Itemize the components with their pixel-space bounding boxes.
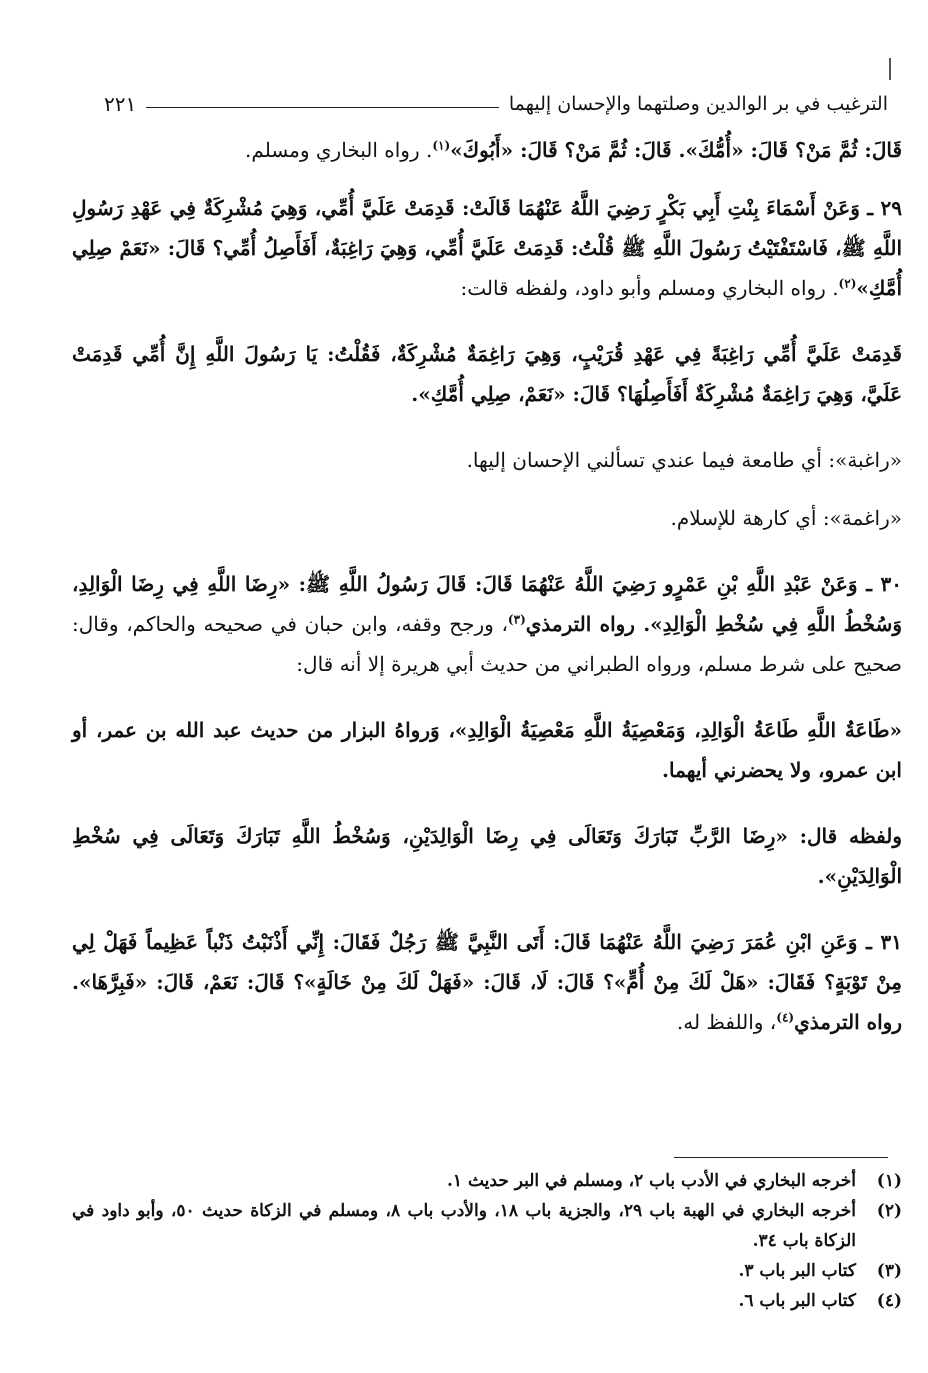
footnote-2 bbox=[72, 1196, 902, 1256]
hadith-30-variant bbox=[72, 710, 902, 790]
footnote-text: أخرجه البخاري في الهبة باب ٢٩، والجزية باب ١٨، والأدب باب ٨، ومسلم في الزكاة حديث ٥٠، وأبو داود في الزكاة باب ٣٤. bbox=[72, 1201, 856, 1251]
running-title: الترغيب في بر الوالدين وصلتهما والإحسان إليهما bbox=[508, 93, 888, 115]
footnote-ref: (٢) bbox=[838, 276, 857, 291]
paragraph-text: قَدِمَتْ عَلَيَّ أُمِّي رَاغِبَةً فِي عَهْدِ قُرَيْبٍ، وَهِيَ رَاغِمَةٌ مُشْرِكَةٌ، فَقُلْتُ: يَا رَسُولَ اللَّهِ إِنَّ أُمِّي قَدِمَتْ عَلَيَّ، وَهِيَ رَاغِمَةٌ مُشْرِكَةٌ أَفَأَصِلُهَا؟ قَالَ: «نَعَمْ، صِلِي أُمَّكِ». bbox=[72, 342, 902, 406]
hadith-29-variant bbox=[72, 334, 902, 414]
paragraph-text: وَعَنْ أَسْمَاءَ بِنْتِ أَبِي بَكْرٍ رَضِيَ اللَّهُ عَنْهُمَا قَالَتْ: قَدِمَتْ عَلَيَّ أُمِّي، وَهِيَ مُشْرِكَةٌ فِي عَهْدِ رَسُولِ اللَّهِ ﷺ، فَاسْتَفْتَيْتُ رَسُولَ اللَّهِ ﷺ قُلْتُ: قَدِمَتْ عَلَيَّ أُمِّي، وَهِيَ رَاغِبَةٌ، أَفَأَصِلُ أُمِّي؟ قَالَ: «نَعَمْ صِلِي أُمَّكِ» bbox=[72, 196, 902, 300]
hadith-30-wording bbox=[72, 816, 902, 896]
hadith-31 bbox=[72, 922, 902, 1042]
paragraph-source: ، واللفظ له. bbox=[676, 1010, 777, 1034]
footnote-number: (١) bbox=[876, 1171, 902, 1191]
footnote-number: (٤) bbox=[876, 1291, 902, 1311]
paragraph-continuation bbox=[72, 130, 902, 170]
hadith-30 bbox=[72, 564, 902, 684]
footnote-text: كتاب البر باب ٣. bbox=[738, 1261, 856, 1281]
paragraph-text: وَعَنِ ابْنِ عُمَرَ رَضِيَ اللَّهُ عَنْهُمَا قَالَ: أَتَى النَّبِيَّ ﷺ رَجُلٌ فَقَالَ: إِنِّي أَذْنَبْتُ ذَنْباً عَظِيماً فَهَلْ لِي مِنْ تَوْبَةٍ؟ فَقَالَ: «هَلْ لَكَ مِنْ أُمٍّ»؟ قَالَ: لَا، قَالَ: «فَهَلْ لَكَ مِنْ خَالَةٍ»؟ قَالَ: نَعَمْ، قَالَ: «فَبِرَّهَا». رواه الترمذي bbox=[72, 930, 902, 1034]
footnote-ref: (٣) bbox=[507, 612, 526, 627]
paragraph-text: وَعَنْ عَبْدِ اللَّهِ بْنِ عَمْرٍو رَضِيَ اللَّهُ عَنْهُمَا قَالَ: قَالَ رَسُولُ اللَّهِ ﷺ: «رِضَا اللَّهِ فِي رِضَا الْوَالِدِ، وَسُخْطُ اللَّهِ فِي سُخْطِ الْوَالِدِ». رواه الترمذي bbox=[72, 572, 903, 636]
hadith-number: ٢٩ ـ bbox=[867, 196, 902, 220]
gloss-raghima bbox=[72, 498, 902, 538]
footnote-1 bbox=[72, 1166, 902, 1196]
main-text bbox=[72, 130, 902, 1068]
footnote-number: (٣) bbox=[876, 1261, 902, 1281]
paragraph-text: قَالَ: ثُمَّ مَنْ؟ قَالَ: «أُمُّكَ». قَالَ: ثُمَّ مَنْ؟ قَالَ: «أَبُوكَ» bbox=[450, 138, 902, 162]
hadith-29 bbox=[72, 188, 902, 308]
paragraph-source: ، ورجح وقفه، وابن حبان في صحيحه والحاكم، وقال: صحيح على شرط مسلم، ورواه الطبراني من حديث أبي هريرة إلا أنه قال: bbox=[72, 612, 902, 676]
hadith-number: ٣٠ ـ bbox=[866, 572, 902, 596]
footnote-3 bbox=[72, 1256, 902, 1286]
paragraph-text: «طَاعَةُ اللَّهِ طَاعَةُ الْوَالِدِ، وَمَعْصِيَةُ اللَّهِ مَعْصِيَةُ الْوَالِدِ»، وَرواهُ البزار من حديث عبد الله بن عمر، أو ابن عمرو، ولا يحضرني أيهما. bbox=[72, 718, 902, 782]
footnotes bbox=[72, 1166, 902, 1316]
footnote-ref: (٤) bbox=[776, 1010, 795, 1025]
paragraph-source: . رواه البخاري ومسلم. bbox=[245, 138, 433, 162]
paragraph-text: «راغمة»: أي كارهة للإسلام. bbox=[670, 506, 902, 530]
footnote-number: (٢) bbox=[876, 1201, 902, 1221]
page-edge-mark bbox=[889, 58, 891, 80]
footnote-ref: (١) bbox=[432, 138, 451, 153]
footnote-4 bbox=[72, 1286, 902, 1316]
running-header bbox=[104, 88, 888, 120]
header-rule bbox=[146, 107, 499, 108]
gloss-raghiba bbox=[72, 440, 902, 480]
footnote-text: أخرجه البخاري في الأدب باب ٢، ومسلم في البر حديث ١. bbox=[446, 1171, 856, 1191]
page-number: ٢٢١ bbox=[104, 92, 137, 116]
hadith-number: ٣١ ـ bbox=[866, 930, 903, 954]
paragraph-text: «راغبة»: أي طامعة فيما عندي تسألني الإحسان إليها. bbox=[466, 448, 902, 472]
paragraph-text: ولفظه قال: «رِضَا الرَّبِّ تَبَارَكَ وَتَعَالَى فِي رِضَا الْوَالِدَيْنِ، وَسُخْطُ اللَّهِ تَبَارَكَ وَتَعَالَى فِي سُخْطِ الْوَالِدَيْنِ». bbox=[72, 824, 902, 888]
footnote-text: كتاب البر باب ٦. bbox=[738, 1291, 856, 1311]
paragraph-source: . رواه البخاري ومسلم وأبو داود، ولفظه قالت: bbox=[460, 276, 839, 300]
footnote-separator bbox=[674, 1157, 888, 1158]
